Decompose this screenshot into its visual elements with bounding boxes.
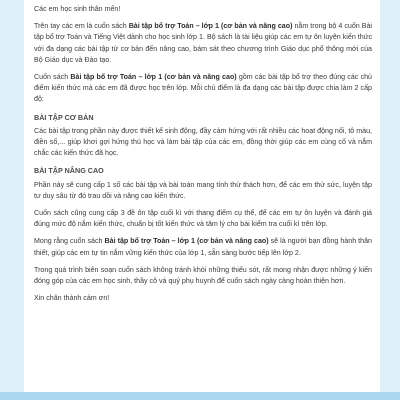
left-margin-band: [0, 0, 24, 400]
paragraph-advanced: Phần này sẽ cung cấp 1 số các bài tập và bài toán mang tính thử thách hơn, để các em thử sức, luyện tập tư duy sâu từ đó trau dồi và nâng cao kiến thức.: [34, 180, 372, 200]
paragraph-basic: Các bài tập trong phần này được thiết kế sinh động, đầy cảm hứng với rất nhiều các hoạt động nối, tô màu, điền số,... giúp khơi gợi hứng thú học và làm bài tập của các em, đồng thời giúp các em củng cố và nắm chắc các kiến thức đã học.: [34, 126, 372, 158]
book-title: Bài tập bổ trợ Toán – lớp 1 (cơ bản và nâng cao): [70, 73, 237, 82]
section-heading-basic: BÀI TẬP CƠ BẢN: [34, 112, 94, 122]
paragraph-structure-pre: Cuốn sách: [34, 73, 71, 82]
bottom-border-bar: [0, 392, 400, 400]
section-heading-advanced: BÀI TẬP NÂNG CAO: [34, 166, 104, 176]
book-title: Bài tập bổ trợ Toán – lớp 1 (cơ bản và nâng cao): [104, 237, 269, 246]
paragraph-review-tests: Cuốn sách cũng cung cấp 3 đề ôn tập cuối kì với thang điểm cụ thể, để các em tự ôn luyện và đánh giá đúng mức độ nắm kiến thức, chuẩn bị tốt kiến thức và tâm lý cho bài kiểm tra cuối kì trên lớp.: [34, 209, 372, 229]
paragraph-intro-pre: Trên tay các em là cuốn sách: [34, 22, 129, 31]
paragraph-hope: [34, 236, 372, 258]
paragraph-hope-pre: Mong rằng cuốn sách: [34, 237, 105, 246]
closing-thanks: Xin chân thành cảm ơn!: [34, 294, 110, 303]
paragraph-intro: [34, 21, 372, 66]
paragraph-intro-post: nằm trong bộ 4 cuốn Bài tập bổ trợ Toán và Tiếng Việt dành cho học sinh lớp 1. Bộ sách là tài liệu giúp các em tự ôn luyện kiến thức với đa dạng các bài tập từ cơ bản đến nâng cao, bám sát theo chương trình Giáo dục phổ thông mới của Bộ Giáo dục và Đào tạo.: [34, 22, 372, 64]
paragraph-structure: [34, 72, 372, 106]
paragraph-structure-post: gồm các bài tập bổ trợ theo đúng các chủ điểm kiến thức mà các em đã được học trên lớp. Mỗi chủ điểm là đa dạng các bài tập được chia làm 2 cấp độ:: [34, 73, 373, 104]
book-page: [24, 0, 380, 392]
greeting: Các em học sinh thân mến!: [34, 5, 121, 13]
paragraph-feedback: Trong quá trình biên soạn cuốn sách không tránh khỏi những thiếu sót, rất mong nhận được những ý kiến đóng góp của các em học sinh, thầy cô và quý phụ huynh để cuốn sách ngày càng hoàn thiện hơn.: [34, 265, 372, 286]
right-margin-band: [380, 0, 400, 400]
paragraph-hope-post: sẽ là người bạn đồng hành thân thiết, giúp các em tự tin nắm vững kiến thức của lớp 1, sẵn sàng bước tiếp lên lớp 2.: [34, 237, 372, 257]
preface-text: [34, 4, 372, 310]
book-title: Bài tập bổ trợ Toán – lớp 1 (cơ bản và nâng cao): [128, 22, 293, 31]
